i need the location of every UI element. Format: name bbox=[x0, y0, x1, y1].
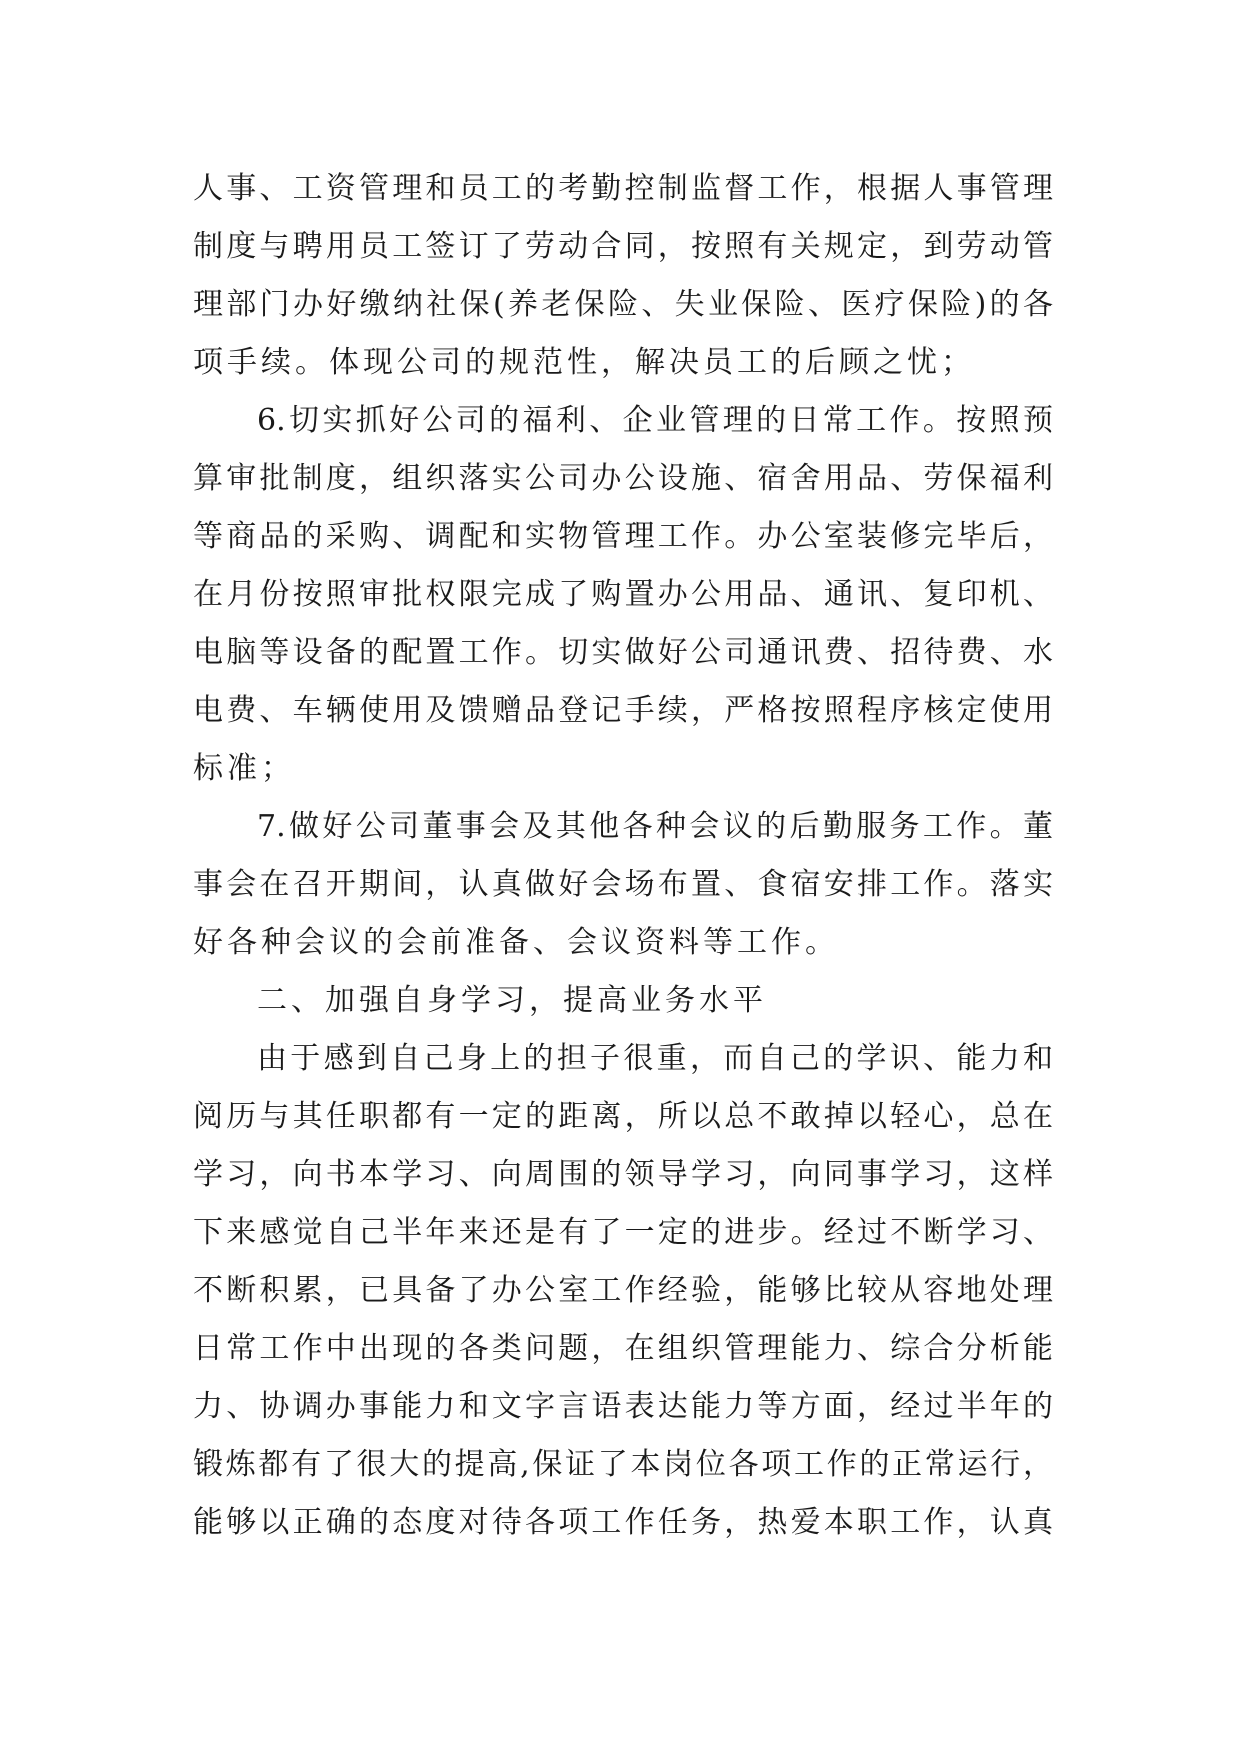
text-line: 7.做好公司董事会及其他各种会议的后勤服务工作。董 bbox=[257, 809, 1053, 844]
text-line: 力、协调办事能力和文字言语表达能力等方面，经过半年的 bbox=[193, 1389, 1053, 1424]
text-line: 标准； bbox=[193, 751, 295, 786]
text-line: 人事、工资管理和员工的考勤控制监督工作，根据人事管理 bbox=[193, 171, 1053, 206]
text-line: 日常工作中出现的各类问题，在组织管理能力、综合分析能 bbox=[193, 1331, 1053, 1366]
body-text bbox=[193, 160, 1053, 1552]
text-line: 在月份按照审批权限完成了购置办公用品、通讯、复印机、 bbox=[193, 577, 1053, 612]
text-line: 项手续。体现公司的规范性，解决员工的后顾之忧； bbox=[193, 345, 975, 380]
text-line: 算审批制度，组织落实公司办公设施、宿舍用品、劳保福利 bbox=[193, 461, 1053, 496]
section-heading: 二、加强自身学习，提高业务水平 bbox=[257, 983, 767, 1018]
text-line: 等商品的采购、调配和实物管理工作。办公室装修完毕后， bbox=[193, 519, 1053, 554]
text-line: 下来感觉自己半年来还是有了一定的进步。经过不断学习、 bbox=[193, 1215, 1053, 1250]
text-line: 阅历与其任职都有一定的距离，所以总不敢掉以轻心，总在 bbox=[193, 1099, 1053, 1134]
text-line: 好各种会议的会前准备、会议资料等工作。 bbox=[193, 925, 839, 960]
text-line: 电费、车辆使用及馈赠品登记手续，严格按照程序核定使用 bbox=[193, 693, 1053, 728]
text-line: 理部门办好缴纳社保(养老保险、失业保险、医疗保险)的各 bbox=[193, 287, 1053, 322]
text-line: 事会在召开期间，认真做好会场布置、食宿安排工作。落实 bbox=[193, 867, 1053, 902]
text-line: 制度与聘用员工签订了劳动合同，按照有关规定，到劳动管 bbox=[193, 229, 1053, 264]
text-line: 能够以正确的态度对待各项工作任务，热爱本职工作，认真 bbox=[193, 1505, 1053, 1540]
text-line: 不断积累，已具备了办公室工作经验，能够比较从容地处理 bbox=[193, 1273, 1053, 1308]
text-line: 学习，向书本学习、向周围的领导学习，向同事学习，这样 bbox=[193, 1157, 1053, 1192]
text-line: 6.切实抓好公司的福利、企业管理的日常工作。按照预 bbox=[257, 403, 1053, 438]
text-line: 锻炼都有了很大的提高,保证了本岗位各项工作的正常运行， bbox=[193, 1447, 1053, 1482]
text-line: 由于感到自己身上的担子很重，而自己的学识、能力和 bbox=[257, 1041, 1053, 1076]
text-line: 电脑等设备的配置工作。切实做好公司通讯费、招待费、水 bbox=[193, 635, 1053, 670]
